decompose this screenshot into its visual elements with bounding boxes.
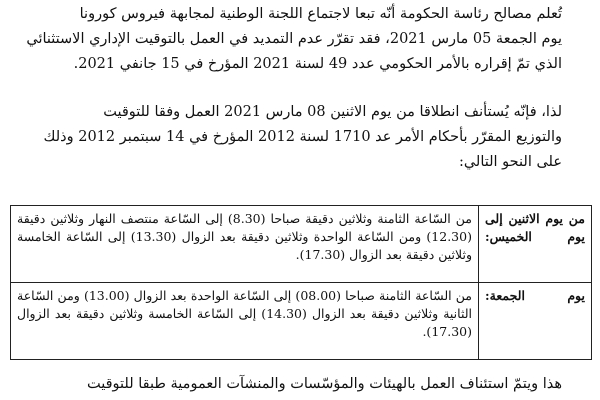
paragraph-continuation: هذا ويتمّ استئناف العمل بالهيئات والمؤسّسات والمنشآت العمومية طبقا للتوقيت: [87, 376, 562, 392]
paragraph-line: الذي تمّ إقراره بالأمر الحكومي عدد 49 لسنة 2021 المؤرخ في 15 جانفي 2021.: [73, 56, 562, 72]
day-range-cell: من يوم الاثنين إلى يوم الخميس:: [479, 206, 592, 283]
paragraph-resumption: [17, 100, 562, 175]
working-hours-table: [10, 205, 592, 360]
paragraph-line: والتوزيع المقرّر بأحكام الأمر عد 1710 لسنة 2012 المؤرخ في 14 سبتمبر 2012 وذلك: [43, 129, 562, 145]
hours-cell: من السّاعة الثامنة وثلاثين دقيقة صباحا (8.30) إلى السّاعة منتصف النهار وثلاثين دقيقة (12.30) ومن السّاعة الواحدة وثلاثين دقيقة بعد الزوال (13.30) إلى السّاعة الخامسة وثلاثين دقيقة بعد الزوال (17.30).: [11, 206, 479, 283]
table-row: [11, 283, 592, 360]
paragraph-line: يوم الجمعة 05 مارس 2021، فقد تقرّر عدم التمديد في العمل بالتوقيت الإداري الاستثنائي: [26, 31, 562, 47]
paragraph-line: تُعلم مصالح رئاسة الحكومة أنّه تبعا لاجتماع اللجنة الوطنية لمجابهة فيروس كورونا: [79, 6, 562, 22]
paragraph-line: على النحو التالي:: [458, 154, 562, 170]
paragraph-line: لذا، فإنّه يُستأنف انطلاقا من يوم الاثنين 08 مارس 2021 العمل وفقا للتوقيت: [103, 104, 562, 120]
hours-cell: من السّاعة الثامنة صباحا (08.00) إلى السّاعة الواحدة بعد الزوال (13.00) ومن السّاعة الثانية وثلاثين دقيقة بعد الزوال (14.30) إلى السّاعة الخامسة وثلاثين دقيقة بعد الزوال (17.30).: [11, 283, 479, 360]
day-range-cell: يوم الجمعة:: [479, 283, 592, 360]
paragraph-announcement: [17, 2, 562, 77]
table-row: [11, 206, 592, 283]
